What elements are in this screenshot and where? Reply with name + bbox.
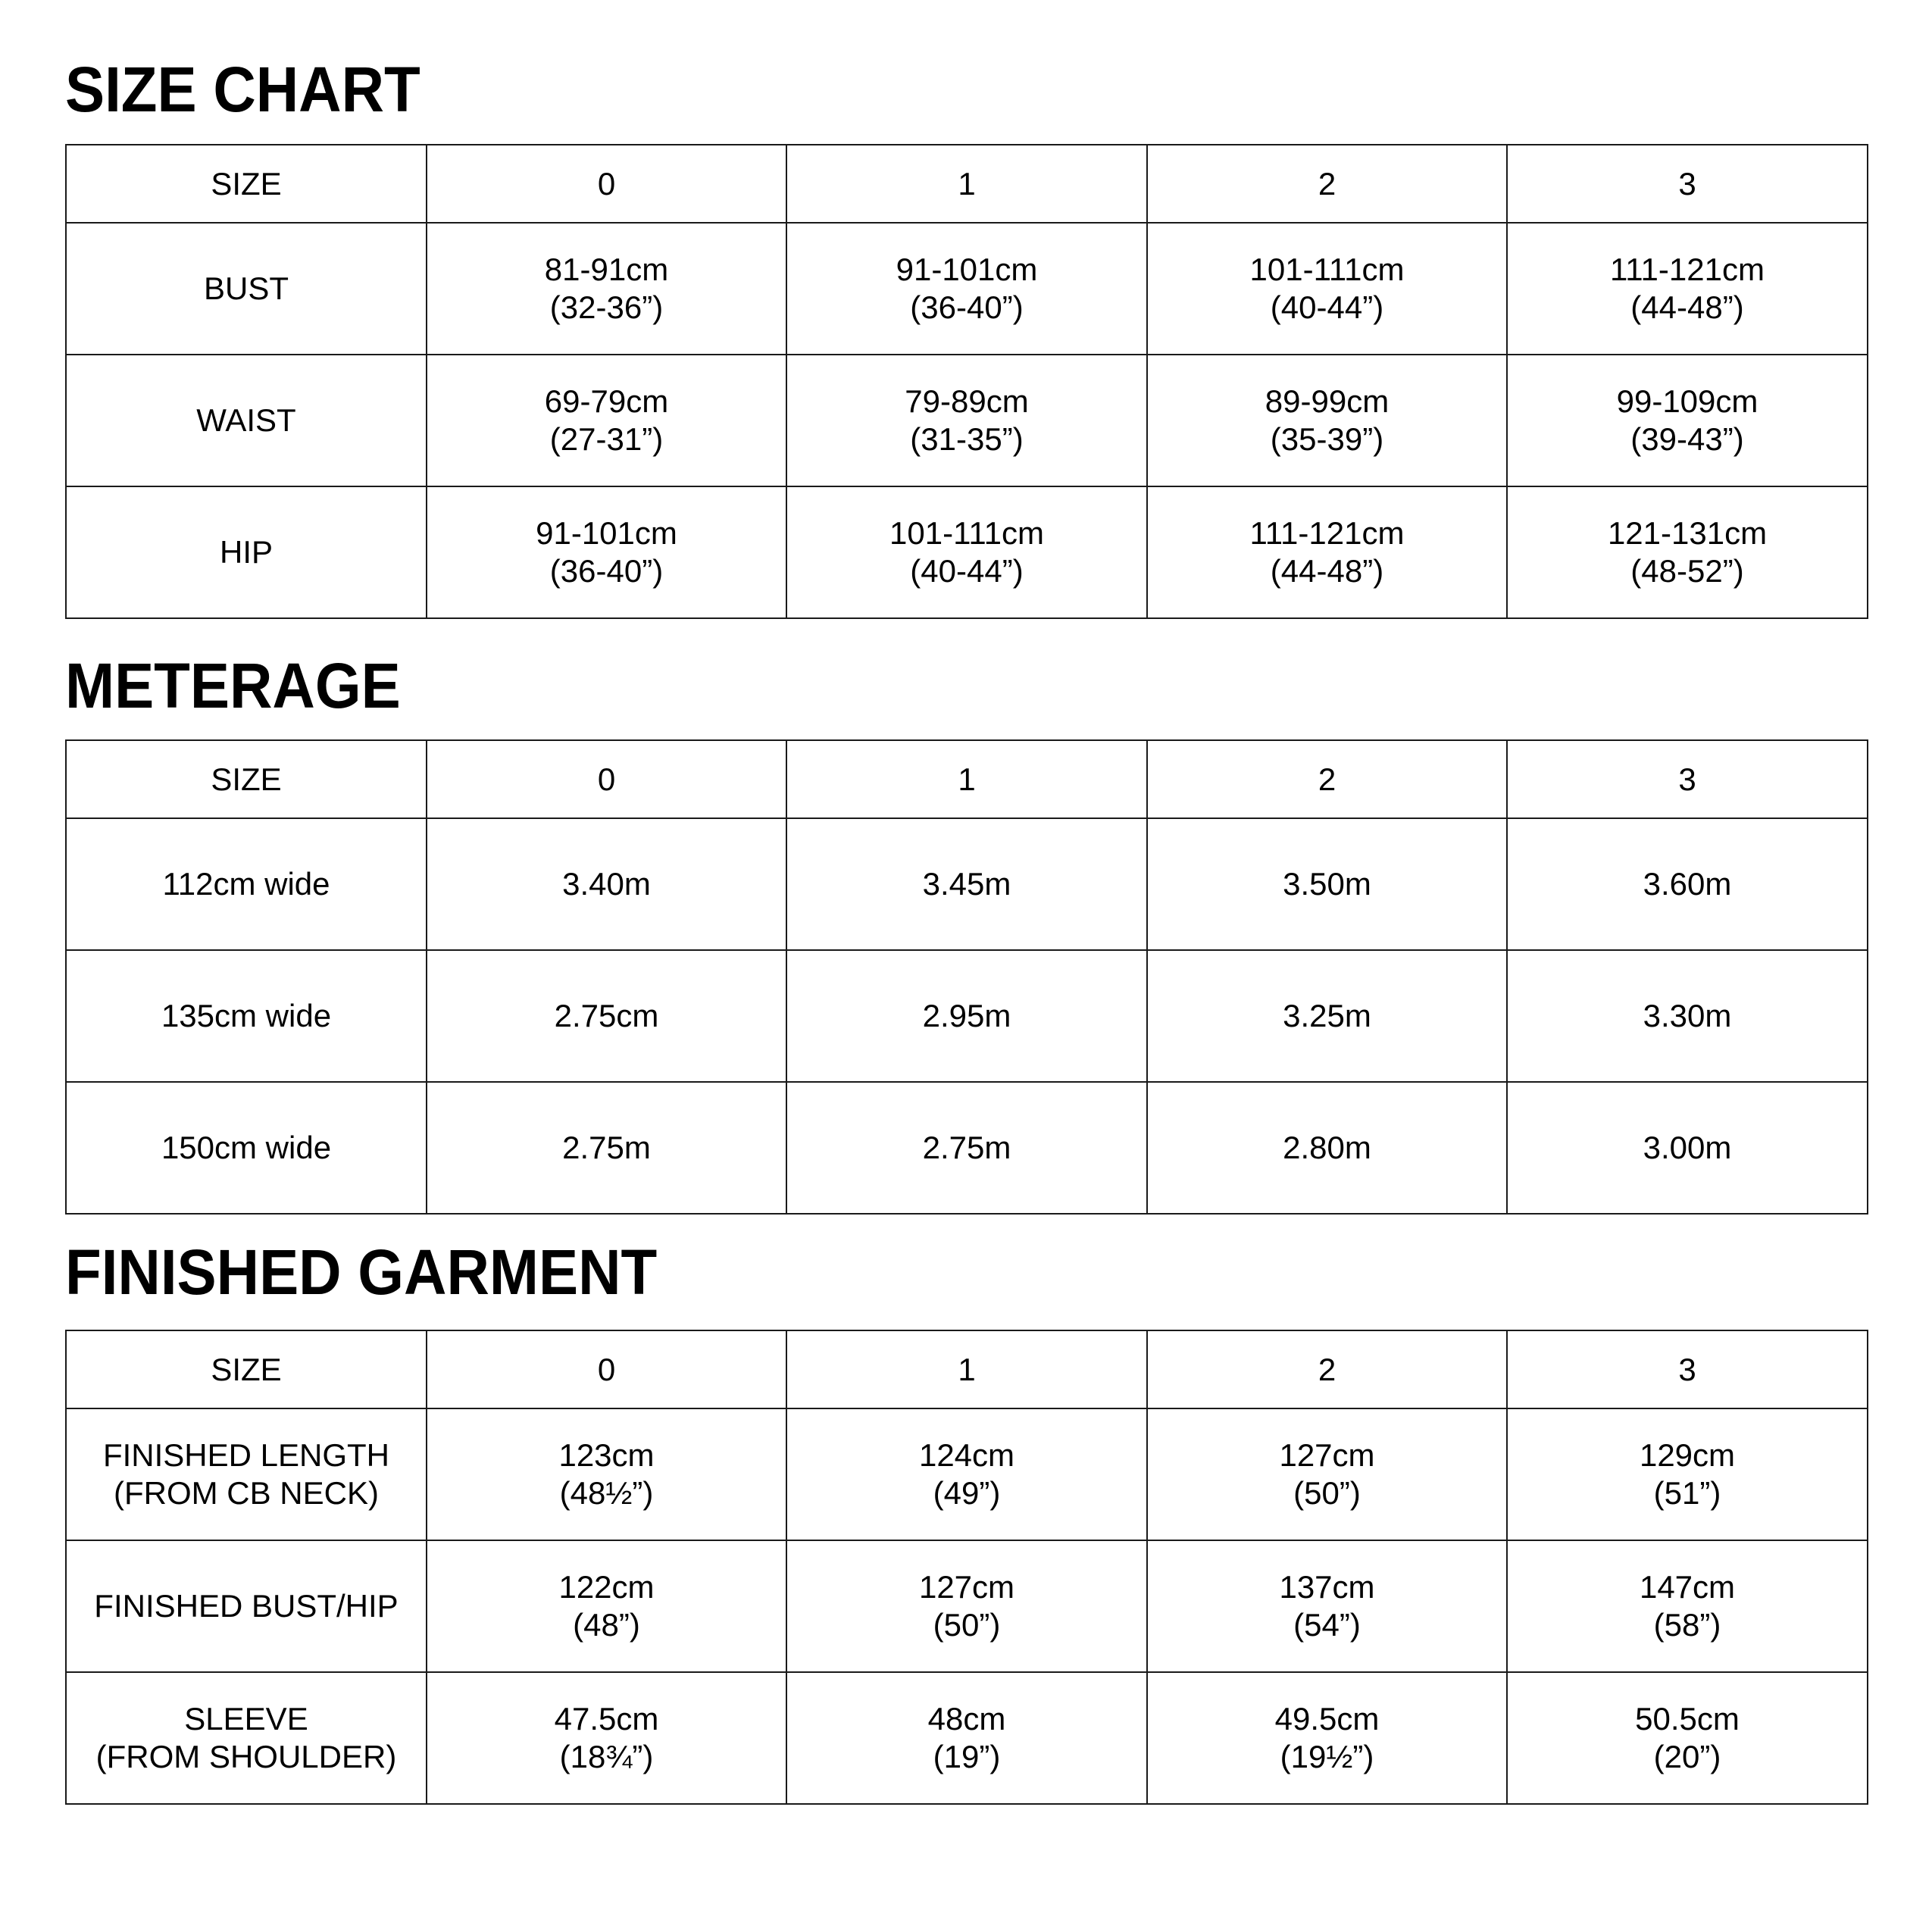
size-header-3: 3: [1507, 145, 1868, 223]
row-label-sleeve: [66, 1672, 427, 1804]
cell-inches: (54”): [1293, 1607, 1361, 1643]
size-header-2: 2: [1147, 1330, 1507, 1408]
cell-inches: (27-31”): [549, 421, 664, 457]
size-header-1: 1: [786, 145, 1147, 223]
cell-cm: 127cm: [1279, 1437, 1375, 1473]
table-cell: 2.75m: [427, 1082, 786, 1214]
table-cell: 2.75cm: [427, 950, 786, 1082]
cell-cm: 111-121cm: [1249, 515, 1405, 551]
size-header-label: SIZE: [66, 740, 427, 818]
cell-inches: (31-35”): [910, 421, 1024, 457]
cell-cm: 127cm: [918, 1569, 1015, 1605]
cell-cm: 137cm: [1279, 1569, 1375, 1605]
finished-garment-title: FINISHED GARMENT: [65, 1236, 658, 1308]
row-label-hip: HIP: [66, 486, 427, 618]
row-label-line2: (FROM SHOULDER): [95, 1739, 397, 1774]
cell-cm: 121-131cm: [1607, 515, 1768, 551]
cell-cm: 91-101cm: [896, 252, 1038, 287]
table-cell: [1507, 355, 1868, 486]
row-label-112cm-wide: 112cm wide: [66, 818, 427, 950]
table-cell: 2.80m: [1147, 1082, 1507, 1214]
table-row-sleeve: [66, 1672, 1868, 1804]
table-cell: 3.30m: [1507, 950, 1868, 1082]
size-header-2: 2: [1147, 145, 1507, 223]
cell-cm: 47.5cm: [554, 1701, 659, 1737]
size-header-0: 0: [427, 740, 786, 818]
row-label-line1: FINISHED BUST/HIP: [94, 1588, 399, 1624]
row-label-line2: (FROM CB NECK): [114, 1475, 379, 1511]
size-header-1: 1: [786, 740, 1147, 818]
cell-cm: 99-109cm: [1616, 383, 1758, 419]
table-cell: 3.40m: [427, 818, 786, 950]
table-row-bust: [66, 223, 1868, 355]
table-cell: [1147, 1408, 1507, 1540]
cell-inches: (48½”): [559, 1475, 654, 1511]
table-cell: [1147, 355, 1507, 486]
size-header-1: 1: [786, 1330, 1147, 1408]
table-cell: [427, 486, 786, 618]
cell-cm: 49.5cm: [1274, 1701, 1380, 1737]
cell-cm: 147cm: [1639, 1569, 1736, 1605]
table-cell: [1507, 1408, 1868, 1540]
cell-cm: 50.5cm: [1635, 1701, 1740, 1737]
cell-inches: (35-39”): [1270, 421, 1384, 457]
cell-cm: 111-121cm: [1610, 252, 1765, 287]
table-row-hip: [66, 486, 1868, 618]
table-cell: [427, 355, 786, 486]
table-row-112cm: [66, 818, 1868, 950]
row-label-waist: WAIST: [66, 355, 427, 486]
table-cell: 2.75m: [786, 1082, 1147, 1214]
table-cell: [786, 1408, 1147, 1540]
table-cell: 3.60m: [1507, 818, 1868, 950]
cell-inches: (48-52”): [1630, 553, 1744, 589]
row-label-bust: BUST: [66, 223, 427, 355]
cell-cm: 101-111cm: [1249, 252, 1405, 287]
cell-cm: 91-101cm: [536, 515, 677, 551]
finished-garment-table: [65, 1330, 1868, 1805]
cell-inches: (51”): [1653, 1475, 1721, 1511]
cell-cm: 81-91cm: [544, 252, 669, 287]
meterage-header-row: [66, 740, 1868, 818]
table-row-waist: [66, 355, 1868, 486]
row-label-line1: SLEEVE: [184, 1701, 308, 1737]
table-row-135cm: [66, 950, 1868, 1082]
cell-inches: (49”): [933, 1475, 1001, 1511]
size-header-0: 0: [427, 1330, 786, 1408]
table-cell: [1147, 223, 1507, 355]
cell-cm: 79-89cm: [905, 383, 1029, 419]
size-header-label: SIZE: [66, 145, 427, 223]
cell-cm: 48cm: [927, 1701, 1006, 1737]
cell-inches: (18¾”): [559, 1739, 654, 1774]
table-cell: [1147, 486, 1507, 618]
cell-inches: (48”): [573, 1607, 640, 1643]
cell-cm: 129cm: [1639, 1437, 1736, 1473]
cell-cm: 124cm: [918, 1437, 1015, 1473]
table-row-finished-length: [66, 1408, 1868, 1540]
cell-inches: (50”): [933, 1607, 1001, 1643]
cell-inches: (39-43”): [1630, 421, 1744, 457]
table-cell: [1507, 223, 1868, 355]
table-cell: [427, 223, 786, 355]
table-cell: [786, 355, 1147, 486]
cell-inches: (40-44”): [910, 553, 1024, 589]
cell-inches: (36-40”): [910, 289, 1024, 325]
size-header-3: 3: [1507, 1330, 1868, 1408]
meterage-title: METERAGE: [65, 650, 401, 721]
cell-inches: (32-36”): [549, 289, 664, 325]
cell-cm: 123cm: [558, 1437, 655, 1473]
row-label-finished-bust-hip: [66, 1540, 427, 1672]
table-cell: 3.50m: [1147, 818, 1507, 950]
cell-cm: 122cm: [558, 1569, 655, 1605]
size-chart-table: [65, 144, 1868, 619]
table-cell: [786, 1672, 1147, 1804]
cell-cm: 101-111cm: [889, 515, 1044, 551]
table-cell: 3.25m: [1147, 950, 1507, 1082]
row-label-150cm-wide: 150cm wide: [66, 1082, 427, 1214]
table-cell: [427, 1672, 786, 1804]
cell-inches: (19½”): [1280, 1739, 1374, 1774]
cell-cm: 89-99cm: [1265, 383, 1390, 419]
cell-inches: (40-44”): [1270, 289, 1384, 325]
cell-inches: (44-48”): [1270, 553, 1384, 589]
size-header-3: 3: [1507, 740, 1868, 818]
cell-inches: (19”): [933, 1739, 1001, 1774]
size-chart-title: SIZE CHART: [65, 54, 420, 125]
table-row-finished-bust-hip: [66, 1540, 1868, 1672]
size-header-label: SIZE: [66, 1330, 427, 1408]
table-cell: [1507, 486, 1868, 618]
size-chart-header-row: [66, 145, 1868, 223]
cell-cm: 69-79cm: [544, 383, 669, 419]
meterage-table: [65, 739, 1868, 1215]
table-cell: 3.00m: [1507, 1082, 1868, 1214]
row-label-135cm-wide: 135cm wide: [66, 950, 427, 1082]
row-label-finished-length: [66, 1408, 427, 1540]
size-header-2: 2: [1147, 740, 1507, 818]
table-cell: [786, 223, 1147, 355]
row-label-line1: FINISHED LENGTH: [102, 1437, 390, 1473]
size-header-0: 0: [427, 145, 786, 223]
table-cell: 3.45m: [786, 818, 1147, 950]
table-cell: 2.95m: [786, 950, 1147, 1082]
cell-inches: (50”): [1293, 1475, 1361, 1511]
table-cell: [1507, 1540, 1868, 1672]
table-cell: [1507, 1672, 1868, 1804]
table-cell: [786, 486, 1147, 618]
cell-inches: (36-40”): [549, 553, 664, 589]
table-cell: [1147, 1672, 1507, 1804]
finished-garment-header-row: [66, 1330, 1868, 1408]
cell-inches: (58”): [1653, 1607, 1721, 1643]
table-cell: [427, 1540, 786, 1672]
table-cell: [427, 1408, 786, 1540]
table-row-150cm: [66, 1082, 1868, 1214]
table-cell: [1147, 1540, 1507, 1672]
cell-inches: (44-48”): [1630, 289, 1744, 325]
table-cell: [786, 1540, 1147, 1672]
cell-inches: (20”): [1653, 1739, 1721, 1774]
